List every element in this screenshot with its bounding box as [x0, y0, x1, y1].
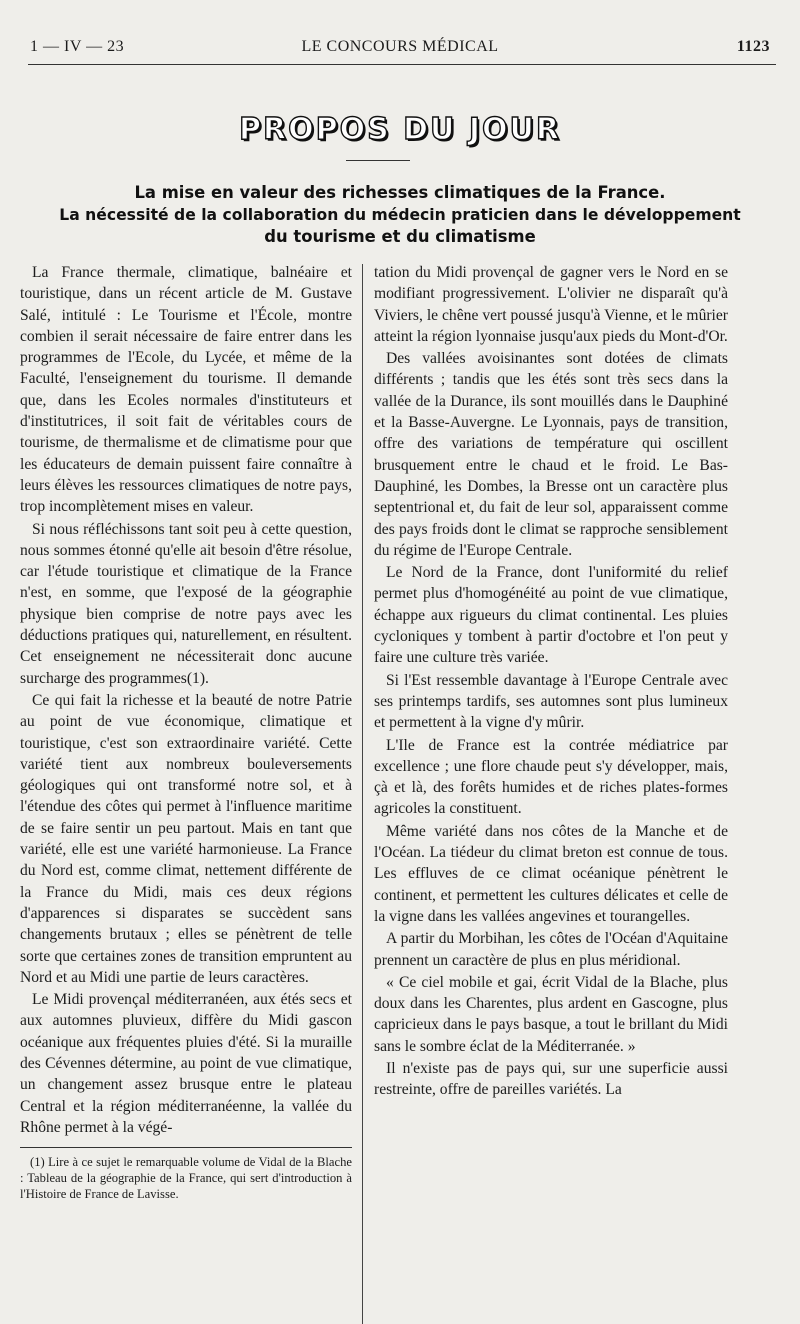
footnote-rule — [20, 1147, 352, 1148]
paragraph: « Ce ciel mobile et gai, écrit Vidal de la Blache, plus doux dans les Charentes, plus ardent en Gascogne, plus capricieux dans le pays basque, a tout le brillant du Midi sans le sombre éclat de la Méditerranée. » — [374, 973, 728, 1055]
paragraph: Ce qui fait la richesse et la beauté de notre Patrie au point de vue économique, climatique et touristique, c'est son extraordinaire variété. Cette variété tient aux nombreux bouleversements géologiques qui ont transformé notre sol, et à l'étendue des côtes qui permet à l'influence maritime de se faire sentir un peu partout. Mais en tant que variété, elle est une variété harmonieuse. La France du Nord est, comme climat, nettement différente de la France du Midi, mais ces deux régions d'apparences si disparates se succèdent sans changements brutaux ; elles se pénètrent de telle sorte que certaines zones de transition empruntent au Nord et au Midi une partie de leurs caractères. — [20, 691, 352, 986]
paragraph: Des vallées avoisinantes sont dotées de climats différents ; tandis que les étés sont très secs dans la vallée de la Durance, ils sont mouillés dans le Dauphiné et la Basse-Auvergne. Le Lyonnais, pays de transition, offre des variations de température qui oscillent brusquement entre le chaud et le froid. Le Bas-Dauphiné, les Dombes, la Bresse ont un caractère plus septentrional et, du fait de leur sol, apparaissent comme des pays froids dont le climat se rapproche sensiblement du régime de l'Europe Centrale. — [374, 350, 728, 559]
journal-title: LE CONCOURS MÉDICAL — [301, 38, 499, 55]
paragraph: A partir du Morbihan, les côtes de l'Océan d'Aquitaine prennent un caractère de plus en plus méridional. — [374, 930, 728, 969]
running-header — [30, 38, 770, 62]
paragraph: La France thermale, climatique, balnéaire et touristique, dans un récent article de M. Gustave Salé, intitulé : Le Tourisme et l'École, montre combien il serait nécessaire de faire entrer dans les programmes de l'Ecole, du Lycée, et même de la Faculté, l'enseignement du tourisme. Il demande que, dans les Ecoles normales d'instituteurs et d'institutrices, il soit fait de véritables cours de tourisme, de thermalisme et de climatisme pour que les éducateurs de demain puissent faire connaître à leurs élèves les ressources climatiques de notre pays, trop incomplètement mises en valeur. — [20, 264, 352, 516]
headline-line-1: La mise en valeur des richesses climatiques de la France. — [134, 183, 666, 202]
paragraph: tation du Midi provençal de gagner vers le Nord en se modifiant progressivement. L'olivier ne disparaît qu'à Viviers, le chêne vert poussé jusqu'à Vienne, et le mûrier atteint la région lyonnaise jusqu'aux pieds du Mont-d'Or. — [374, 264, 728, 345]
article-headline — [14, 182, 786, 248]
column-divider — [362, 264, 363, 1324]
footnote-text: (1) Lire à ce sujet le remarquable volume de Vidal de la Blache : Tableau de la géographie de la France, qui sert d'introduction à l'Histoire de France de Lavisse. — [20, 1155, 352, 1201]
paragraph: Si l'Est ressemble davantage à l'Europe Centrale avec ses printemps tardifs, ses automnes sont plus lumineux et permettent à la vigne d'y mûrir. — [374, 671, 728, 732]
paragraph: Il n'existe pas de pays qui, sur une superficie aussi restreinte, offre de pareilles variétés. La — [374, 1059, 728, 1099]
paragraph: L'Ile de France est la contrée médiatrice par excellence ; une flore chaude peut s'y développer, mais, çà et là, des forêts humides et de riches plates-formes agricoles la constituent. — [374, 736, 728, 818]
paragraph: Le Midi provençal méditerranéen, aux étés secs et aux automnes pluvieux, diffère du Midi gascon océanique aux fréquentes pluies d'été. Si la muraille des Cévennes détermine, au point de vue climatique, un changement assez brusque entre le plateau Central et la région méditerranéenne, la vallée du Rhône permet à la végé- — [20, 991, 352, 1136]
headline-line-2: La nécessité de la collaboration du médecin praticien dans le développement — [59, 206, 741, 224]
headline-line-3: du tourisme et du climatisme — [264, 227, 536, 246]
right-column — [374, 262, 728, 1102]
left-column — [20, 262, 352, 1139]
issue-date: 1 — IV — 23 — [30, 38, 125, 55]
page-number: 1123 — [736, 38, 770, 55]
header-rule — [28, 64, 776, 65]
paragraph: Si nous réfléchissons tant soit peu à cette question, nous sommes étonné qu'elle ait besoin d'être résolue, car l'étude touristique et climatique de la France n'est, en somme, que l'exposé de la géographie physique bien comprise de notre pays avec les déductions pratiques qui, naturellement, en résultent. Cet enseignement ne nécessiterait donc aucune surcharge des programmes(1). — [20, 520, 352, 687]
paragraph: Même variété dans nos côtes de la Manche et de l'Océan. La tiédeur du climat breton est connue de tous. Les effluves de ce climat océanique pénètrent le continent, et permettent les cultures délicates et celle de la vigne dans les vallées angevines et tourangelles. — [374, 822, 728, 925]
title-rule — [346, 160, 410, 161]
paragraph: Le Nord de la France, dont l'uniformité du relief permet plus d'homogénéité au point de vue climatique, échappe aux rigueurs du climat continental. Les pluies cycloniques y tombent à partir d'octobre et l'on peut y faire une culture très variée. — [374, 564, 728, 667]
footnote — [20, 1154, 352, 1202]
section-title: PROPOS DU JOUR — [239, 112, 561, 147]
